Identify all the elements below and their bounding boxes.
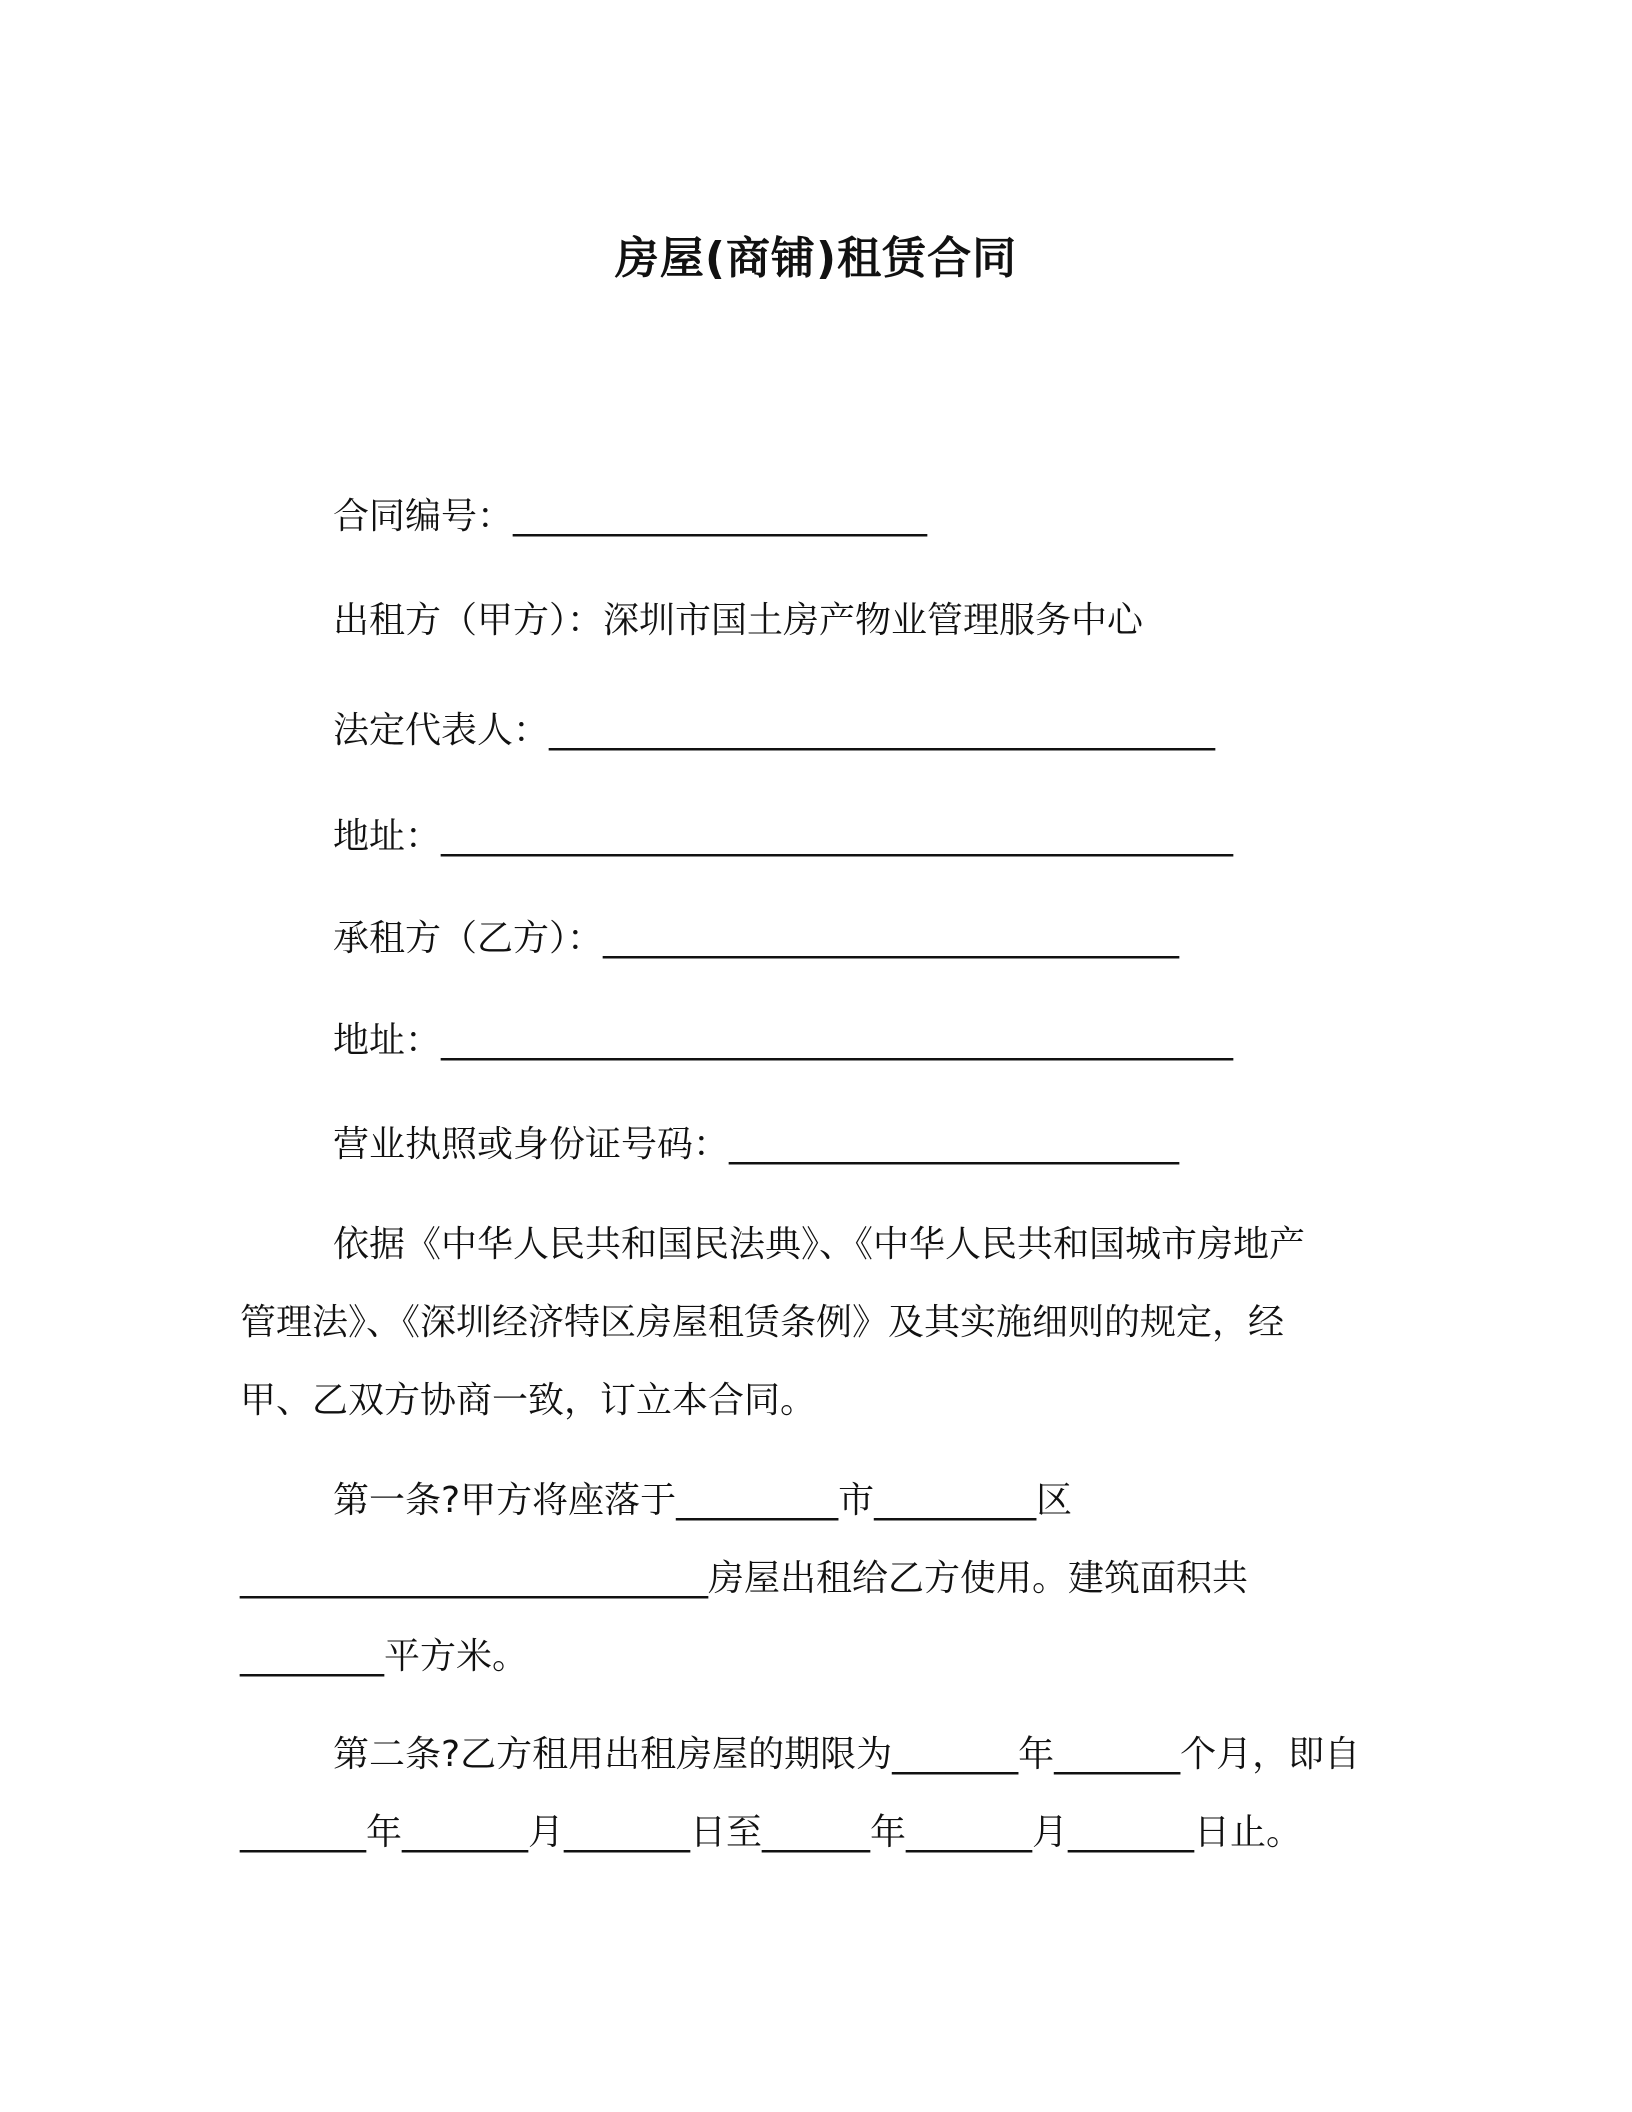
article-2-line-1: 第二条?乙方租用出租房屋的期限为_______年_______个月，即自 bbox=[333, 1734, 1361, 1775]
preamble-line-3: 甲、乙双方协商一致，订立本合同。 bbox=[240, 1380, 817, 1421]
lessee-field: 承租方（乙方）：________________________________ bbox=[333, 918, 1180, 959]
document-title: 房屋(商铺)租赁合同 bbox=[614, 233, 1018, 284]
article-1-line-3: ________平方米。 bbox=[240, 1636, 529, 1677]
legal-representative-field: 法定代表人：_____________________________________ bbox=[333, 710, 1216, 751]
contract-number-field: 合同编号：_______________________ bbox=[333, 496, 928, 537]
preamble-line-1: 依据《中华人民共和国民法典》、《中华人民共和国城市房地产 bbox=[333, 1224, 1306, 1265]
article-1-line-1: 第一条?甲方将座落于_________市_________区 bbox=[333, 1480, 1073, 1521]
lessor-address-field: 地址：____________________________________________ bbox=[333, 816, 1234, 857]
article-1-line-2: __________________________房屋出租给乙方使用。建筑面积共 bbox=[240, 1558, 1249, 1599]
article-2-line-2: _______年_______月_______日至______年_______月_______日止。 bbox=[240, 1812, 1302, 1853]
lessor-field: 出租方（甲方）：深圳市国土房产物业管理服务中心 bbox=[333, 600, 1144, 641]
lessee-address-field: 地址：____________________________________________ bbox=[333, 1020, 1234, 1061]
license-id-field: 营业执照或身份证号码：_________________________ bbox=[333, 1124, 1180, 1165]
preamble-line-2: 管理法》、《深圳经济特区房屋租赁条例》及其实施细则的规定，经 bbox=[240, 1302, 1285, 1343]
